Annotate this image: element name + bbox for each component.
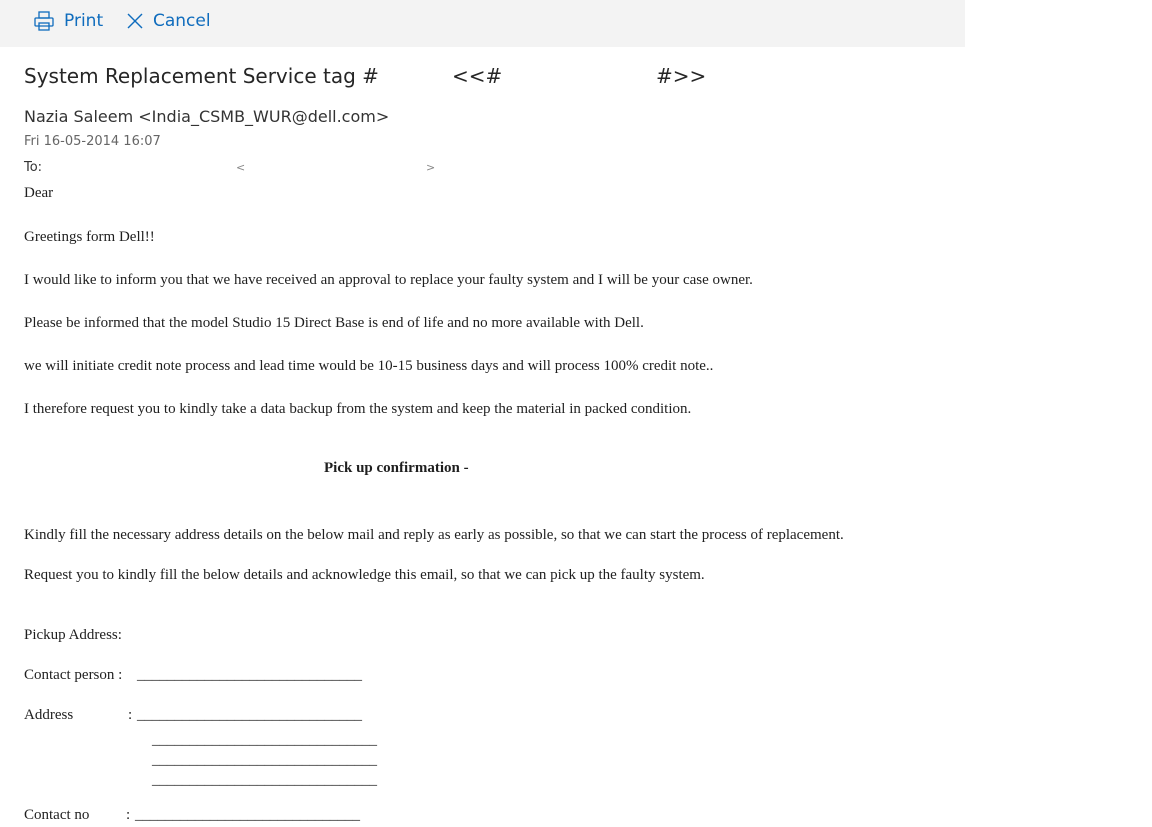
printer-icon [33, 10, 55, 32]
print-label: Print [64, 11, 104, 31]
subject-marker-open: <<# [452, 64, 503, 88]
paragraph-approval: I would like to inform you that we have received an approval to replace your faulty system and I will be your case owner. [24, 272, 753, 288]
recipient-close-bracket: > [426, 161, 436, 174]
subject-text: System Replacement Service tag # [24, 64, 379, 88]
cancel-label: Cancel [153, 11, 211, 31]
pickup-heading: Pick up confirmation - [324, 460, 469, 476]
salutation: Dear [24, 185, 54, 201]
address-blank: ______________________________ [137, 707, 362, 723]
recipient-line [24, 160, 444, 175]
address-blank: ______________________________ [152, 752, 377, 768]
toolbar [0, 0, 965, 47]
pickup-address-label: Pickup Address: [24, 627, 122, 643]
recipient-open-bracket: < [236, 161, 246, 174]
to-label: To: [24, 160, 43, 175]
cancel-button[interactable] [126, 0, 211, 42]
paragraph-end-of-life: Please be informed that the model Studio 15 Direct Base is end of life and no more available with Dell. [24, 315, 644, 331]
greeting: Greetings form Dell!! [24, 229, 155, 245]
contact-no-label: Contact no [24, 807, 90, 823]
address-blank: ______________________________ [152, 732, 377, 748]
paragraph-acknowledge: Request you to kindly fill the below details and acknowledge this email, so that we can pick up the faulty system. [24, 567, 705, 583]
paragraph-fill-details: Kindly fill the necessary address details on the below mail and reply as early as possible, so that we can start the process of replacement. [24, 527, 844, 543]
contact-no-colon: : [126, 807, 131, 823]
contact-person-blank: ______________________________ [137, 667, 362, 683]
address-colon: : [128, 707, 133, 723]
address-blank: ______________________________ [152, 772, 377, 788]
paragraph-backup: I therefore request you to kindly take a data backup from the system and keep the material in packed condition. [24, 401, 692, 417]
sent-date: Fri 16-05-2014 16:07 [24, 134, 161, 149]
print-button[interactable] [33, 0, 103, 42]
close-icon [126, 12, 144, 30]
paragraph-credit-note: we will initiate credit note process and lead time would be 10-15 business days and will process 100% credit note.. [24, 358, 714, 374]
sender[interactable]: Nazia Saleem <India_CSMB_WUR@dell.com> [24, 107, 390, 126]
email-subject [24, 64, 707, 88]
contact-person-label: Contact person : [24, 667, 123, 683]
address-label: Address [24, 707, 74, 723]
subject-marker-close: #>> [656, 64, 707, 88]
contact-no-blank: ______________________________ [135, 807, 360, 823]
